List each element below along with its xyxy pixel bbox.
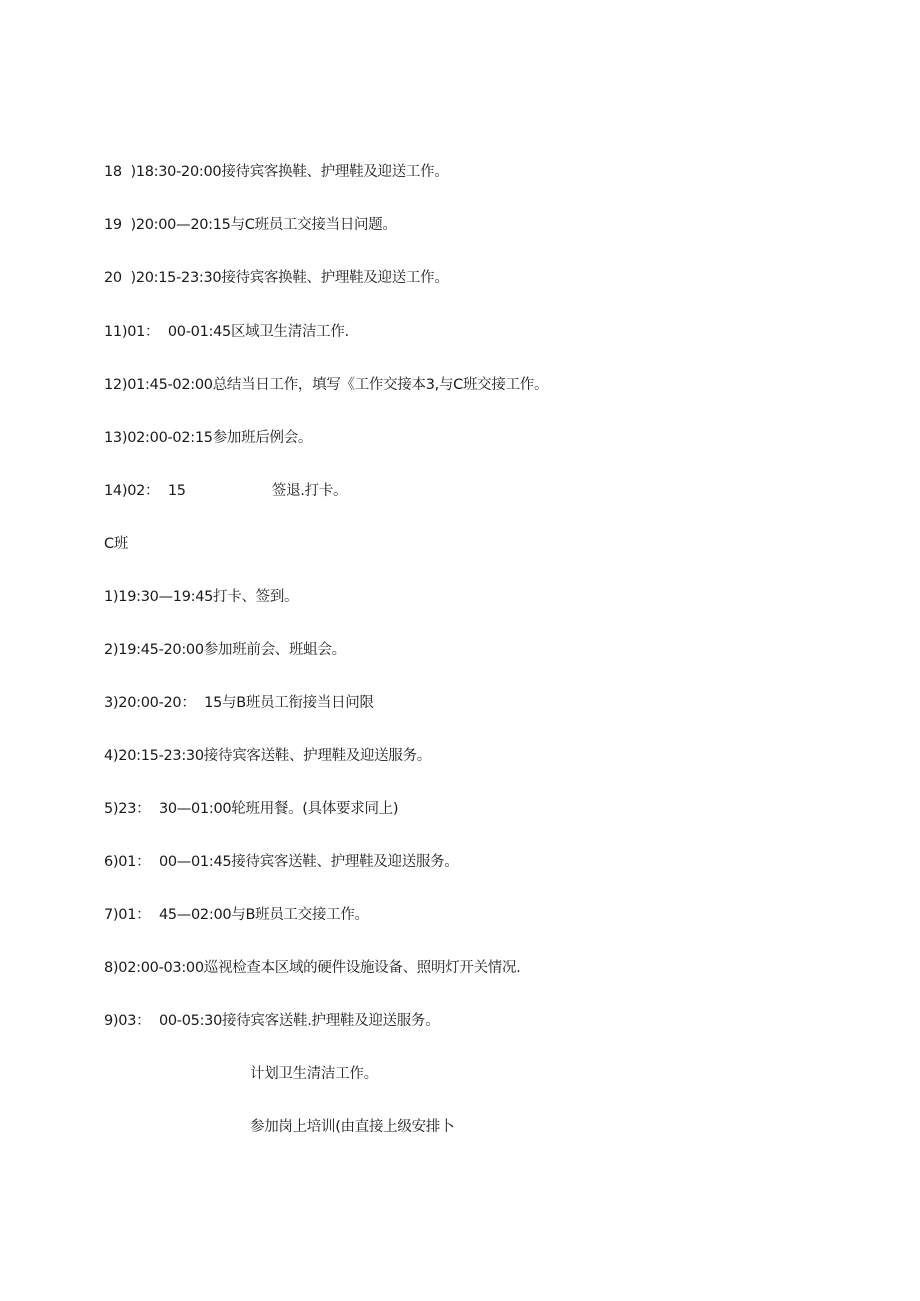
c-shift-line-10: 计划卫生清洁工作。	[250, 1066, 378, 1082]
schedule-line-18: 18 )18:30-20:00接待宾客换鞋、护理鞋及迎送工作。	[104, 164, 449, 180]
schedule-line-19: 19 )20:00—20:15与C班员工交接当日问题。	[104, 217, 397, 233]
schedule-line-13: 13)02:00-02:15参加班后例会。	[104, 430, 313, 446]
c-shift-line-1: 1)19:30—19:45打卡、签到。	[104, 589, 299, 605]
c-shift-line-11: 参加岗上培训(由直接上级安排卜	[250, 1119, 455, 1135]
c-shift-line-3: 3)20:00-20： 15与B班员工衔接当日问限	[104, 695, 374, 711]
c-shift-line-7: 7)01： 45—02:00与B班员工交接工作。	[104, 907, 369, 923]
schedule-line-14: 14)02： 15 签退.打卡。	[104, 483, 348, 499]
schedule-line-11: 11)01： 00-01:45区域卫生清洁工作.	[104, 324, 349, 340]
c-shift-line-6: 6)01： 00—01:45接待宾客送鞋、护理鞋及迎送服务。	[104, 854, 459, 870]
c-shift-line-2: 2)19:45-20:00参加班前会、班蛆会。	[104, 642, 346, 658]
schedule-line-12: 12)01:45-02:00总结当日工作，填写《工作交接本3,与C班交接工作。	[104, 377, 549, 393]
c-shift-line-4: 4)20:15-23:30接待宾客送鞋、护理鞋及迎送服务。	[104, 748, 431, 764]
schedule-line-20: 20 )20:15-23:30接待宾客换鞋、护理鞋及迎送工作。	[104, 270, 449, 286]
c-shift-line-8: 8)02:00-03:00巡视检查本区域的硬件设施设备、照明灯开关情况.	[104, 960, 521, 976]
c-shift-line-9: 9)03： 00-05:30接待宾客送鞋.护理鞋及迎送服务。	[104, 1013, 440, 1029]
section-heading-c-shift: C班	[104, 536, 129, 552]
c-shift-line-5: 5)23： 30—01:00轮班用餐。(具体要求同上)	[104, 801, 399, 817]
